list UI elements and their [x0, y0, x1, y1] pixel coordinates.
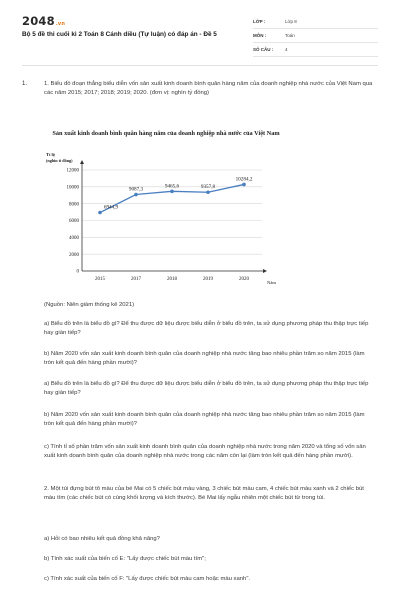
x-tick-label: 2019: [203, 277, 213, 282]
meta-table: [253, 15, 378, 57]
data-label: 6944,9: [103, 204, 119, 211]
meta-value: Toán: [285, 33, 295, 38]
question2-intro: 2. Một túi đựng bút tô màu của bé Mai có 5 chiếc bút màu vàng, 3 chiếc bút màu cam, 4 chiếc bút màu xanh và 2 chiếc bút màu tím (các chiếc bút có cùng khối lượng và kích thước). Bé Mai lấy ngẫu nhiên một chiếc bút từ trong túi.: [44, 486, 364, 502]
question1-part-a-repeat: a) Biểu đồ trên là biểu đồ gì? Để thu được dữ liệu được biểu diễn ở biểu đồ trên, ta sử dụng phương pháp thu thập trực tiếp hay gián tiếp?: [44, 381, 369, 397]
x-tick-label: 2020: [239, 277, 249, 282]
data-label: 9087,3: [128, 186, 144, 193]
data-label: 9465,6: [164, 183, 180, 190]
data-label: 10284,2: [235, 176, 253, 183]
x-axis-arrow: [263, 269, 267, 273]
y-tick-label: 0: [76, 269, 79, 275]
data-point: [98, 211, 102, 215]
x-tick-label: 2017: [131, 277, 141, 282]
y-tick-label: 8000: [69, 202, 79, 208]
x-tick-label: 2018: [167, 277, 177, 282]
meta-row-count: [253, 43, 378, 57]
data-point: [170, 190, 174, 194]
y-tick-label: 6000: [69, 219, 79, 225]
header-divider: [22, 65, 378, 66]
data-point: [134, 193, 138, 197]
question1-part-b: b) Năm 2020 vốn sản xuất kinh doanh bình quân của doanh nghiệp nhà nước tăng bao nhiêu phần trăm so năm 2015 (làm tròn kết quả đến hàng phần mười)?: [44, 351, 365, 367]
meta-row-subject: [253, 29, 378, 43]
y-tick-label: 10000: [66, 185, 79, 191]
y-axis-label: Tỉ lệ: [46, 152, 55, 157]
line-chart: [44, 130, 288, 295]
y-tick-label: 2000: [69, 252, 79, 258]
meta-value: 4: [285, 47, 288, 52]
logo-text: 2048: [22, 14, 55, 28]
meta-key: SỐ CÂU :: [253, 47, 274, 52]
data-point: [206, 190, 210, 194]
document-title: Bộ 5 đề thi cuối kì 2 Toán 8 Cánh diều (Tự luận) có đáp án - Đề 5: [22, 31, 217, 38]
question1-part-b-repeat: b) Năm 2020 vốn sản xuất kinh doanh bình quân của doanh nghiệp nhà nước tăng bao nhiêu phần trăm so năm 2015 (làm tròn kết quả đến hàng phần mười)?: [44, 412, 365, 428]
logo-suffix: .vn: [55, 21, 66, 27]
meta-key: LỚP :: [253, 19, 266, 24]
question2-part-b: b) Tính xác suất của biến cố E: "Lấy được chiếc bút màu tím";: [44, 556, 206, 562]
data-label: 9357,8: [200, 184, 216, 191]
y-tick-label: 4000: [69, 235, 79, 241]
question1-source: (Nguồn: Niên giám thống kê 2021): [44, 302, 135, 308]
meta-key: MÔN :: [253, 33, 267, 38]
question-number: 1.: [22, 81, 28, 87]
meta-row-class: [253, 15, 378, 29]
x-axis-label: Năm: [267, 280, 276, 285]
question1-part-c: c) Tính tỉ số phần trăm vốn sản xuất kinh doanh bình quân của doanh nghiệp nhà nước trong năm 2020 và tổng số vốn sản xuất kinh doanh bình quân của doanh nghiệp nhà nước trong các năm còn lại (làm tròn kết quả đến hàng phần mười).: [44, 444, 366, 460]
site-logo[interactable]: [22, 14, 65, 28]
question1-intro: 1. Biểu đồ đoạn thẳng biểu diễn vốn sản xuất kinh doanh bình quân hàng năm của doanh nghiệp nhà nước của Việt Nam qua các năm 2015; 2017; 2018; 2019; 2020. (đơn vị: nghìn tỷ đồng): [44, 81, 373, 97]
chart-title: Sản xuất kinh doanh bình quân hàng năm của doanh nghiệp nhà nước của Việt Nam: [52, 130, 280, 137]
y-axis-arrow: [80, 160, 84, 164]
data-point: [242, 183, 246, 187]
question2-part-a: a) Hỏi có bao nhiêu kết quả đồng khả năng?: [44, 536, 160, 542]
meta-value: Lớp 8: [285, 19, 297, 24]
x-tick-label: 2015: [95, 277, 105, 282]
question1-part-a: a) Biểu đồ trên là biểu đồ gì? Để thu được dữ liệu được biểu diễn ở biểu đồ trên, ta sử dụng phương pháp thu thập trực tiếp hay gián tiếp?: [44, 321, 369, 337]
question2-part-c: c) Tính xác suất của biến cố F: "Lấy được chiếc bút màu cam hoặc màu xanh".: [44, 576, 251, 582]
chart-svg: [44, 130, 288, 295]
y-axis-sublabel: (nghìn tỉ đồng): [46, 158, 73, 163]
y-tick-label: 12000: [66, 168, 79, 174]
